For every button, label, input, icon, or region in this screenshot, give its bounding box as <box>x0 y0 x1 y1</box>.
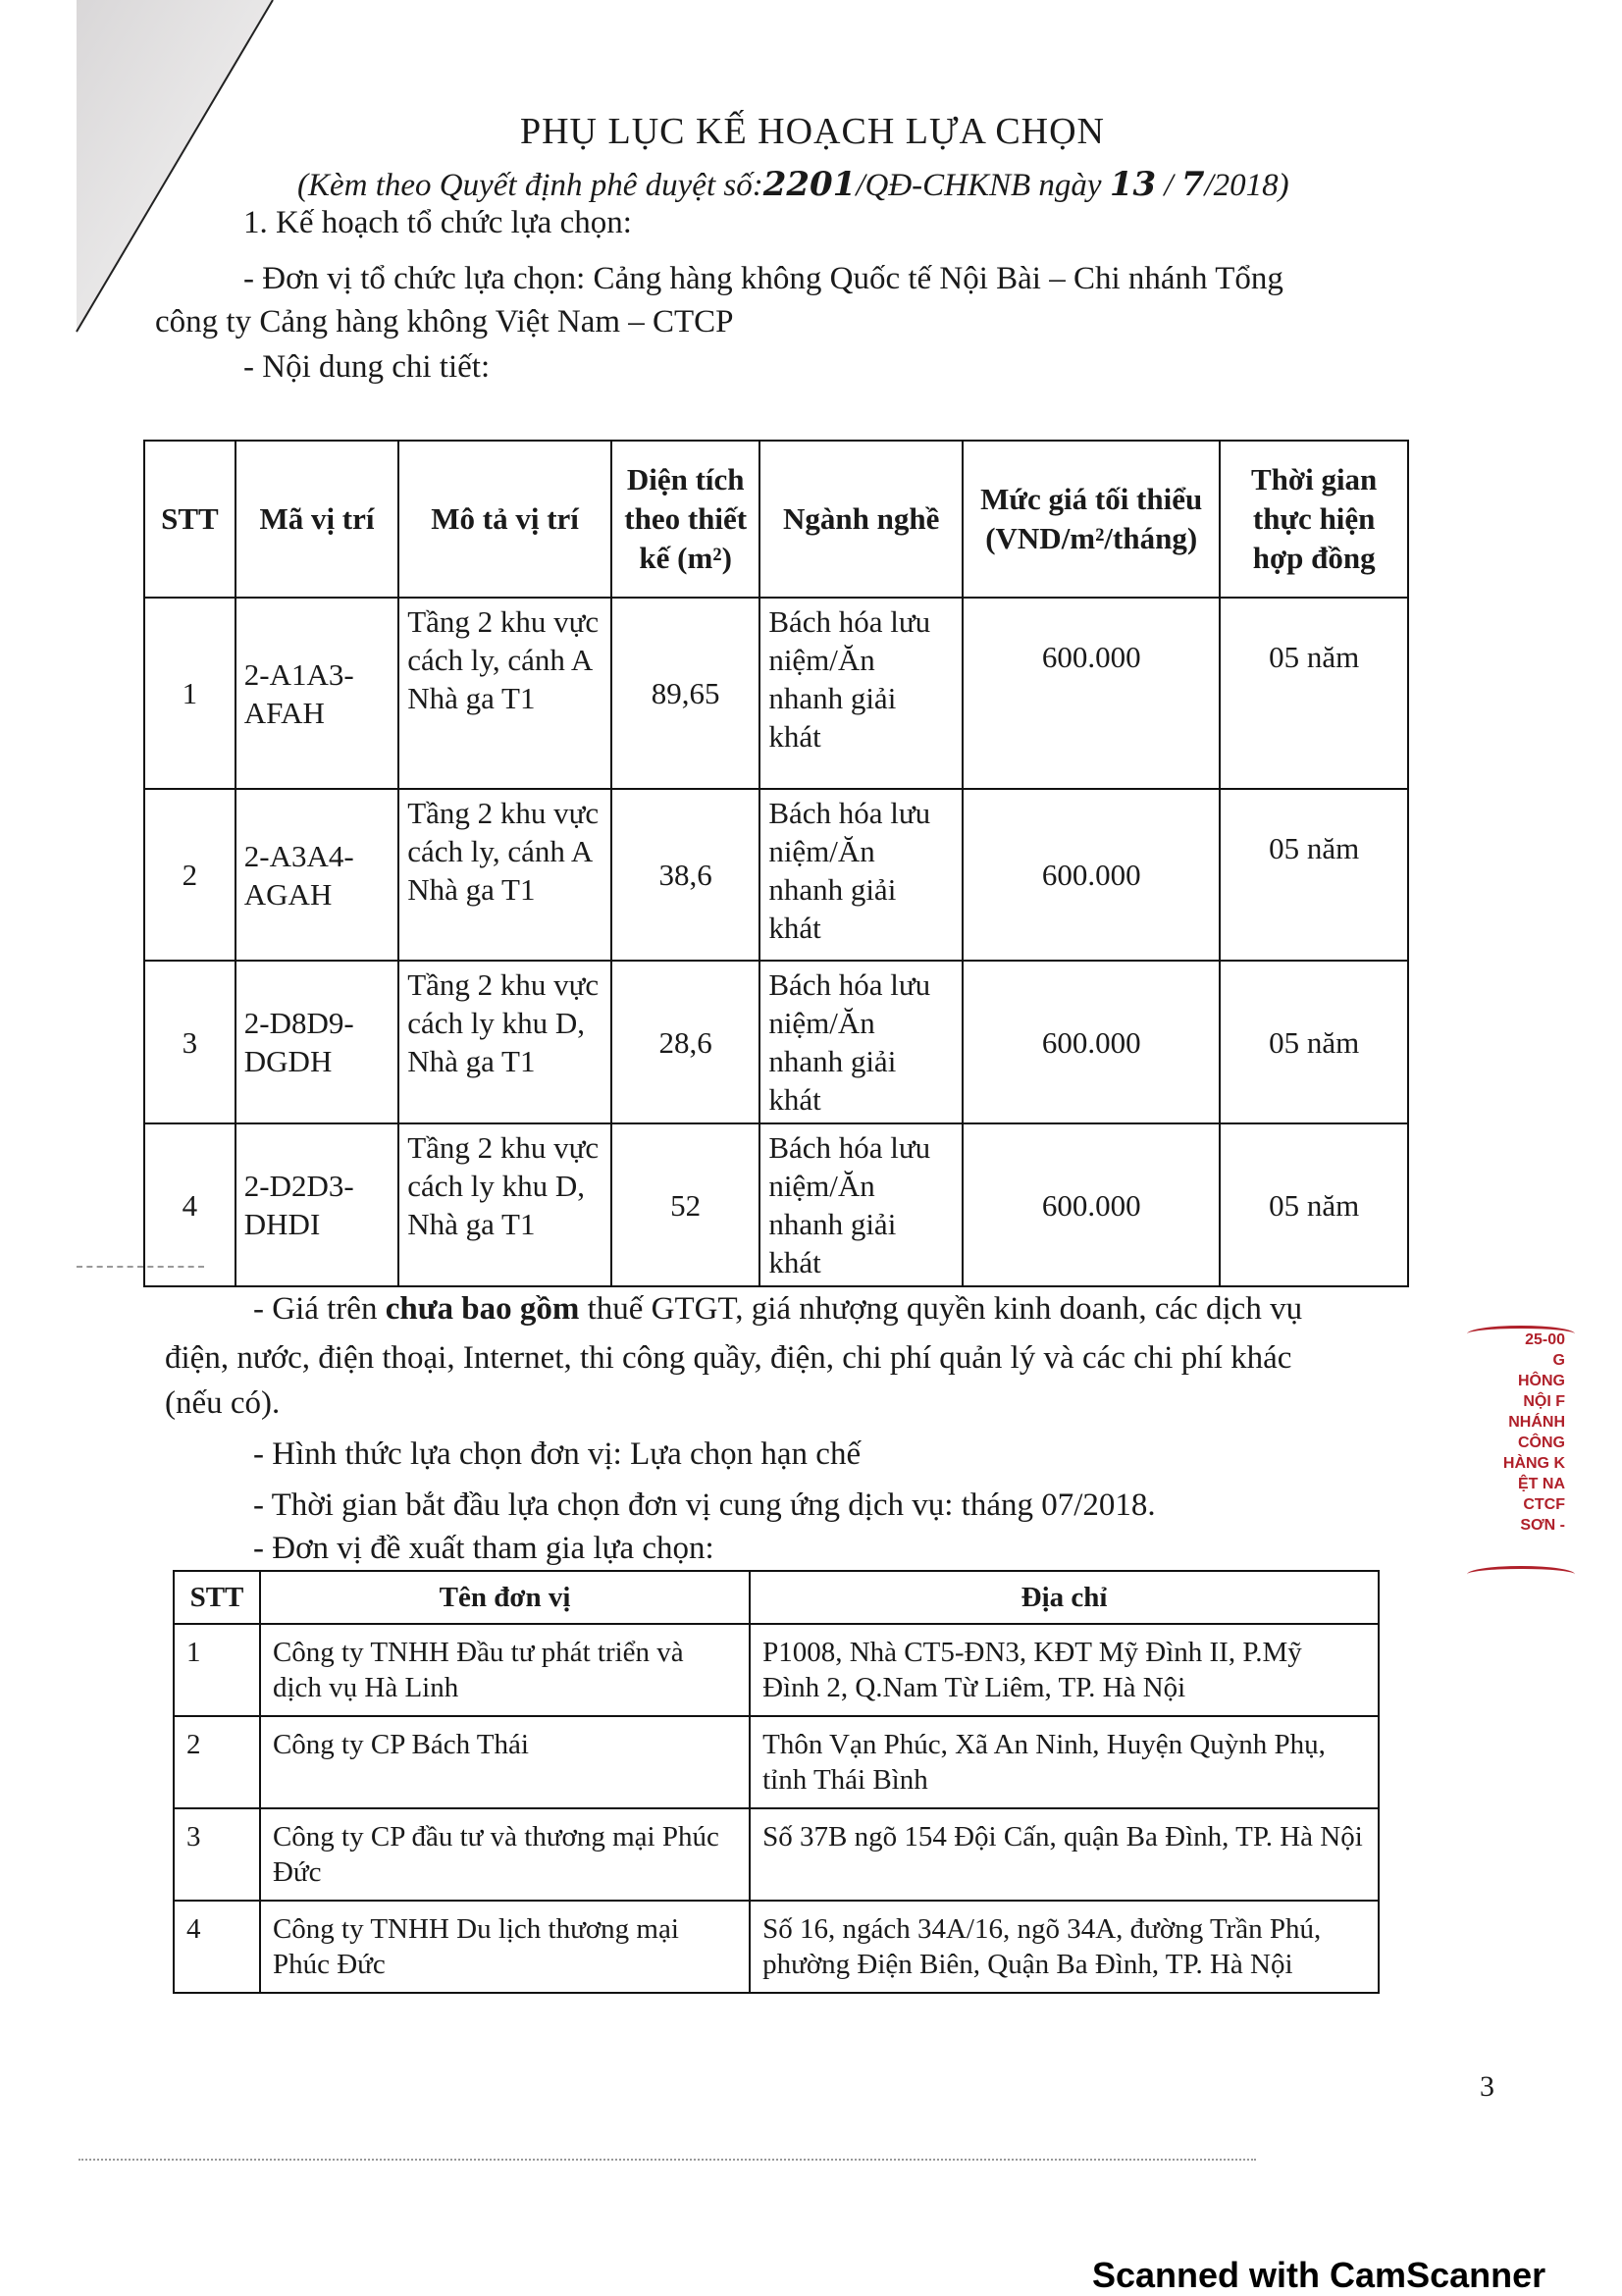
seal-text-line: CÔNG <box>1518 1435 1565 1451</box>
cell-area: 89,65 <box>611 598 759 789</box>
cell-description: Tầng 2 khu vực cách ly, cánh A Nhà ga T1 <box>398 789 611 961</box>
cell-min-price: 600.000 <box>963 961 1220 1123</box>
cell-min-price: 600.000 <box>963 1123 1220 1286</box>
subtitle-prefix: (Kèm theo Quyết định phê duyệt số: <box>297 168 763 203</box>
cell-code: 2-A1A3-AFAH <box>235 598 398 789</box>
cell-stt: 3 <box>174 1808 260 1901</box>
cell-duration: 05 năm <box>1220 789 1408 961</box>
header-duration: Thời gian thực hiện hợp đồng <box>1220 441 1408 598</box>
scan-artifact-line <box>78 2159 1256 2161</box>
cell-description: Tầng 2 khu vực cách ly, cánh A Nhà ga T1 <box>398 598 611 789</box>
header-stt: STT <box>174 1571 260 1624</box>
cell-stt: 3 <box>144 961 235 1123</box>
cell-name: Công ty CP Bách Thái <box>260 1716 750 1808</box>
cell-duration: 05 năm <box>1220 598 1408 789</box>
cell-industry: Bách hóa lưu niệm/Ăn nhanh giải khát <box>759 789 963 961</box>
cell-min-price: 600.000 <box>963 789 1220 961</box>
cell-area: 52 <box>611 1123 759 1286</box>
selection-method: - Hình thức lựa chọn đơn vị: Lựa chọn hạn chế <box>253 1436 862 1472</box>
document-title: PHỤ LỤC KẾ HOẠCH LỰA CHỌN <box>519 111 1105 152</box>
table-row <box>174 1624 1379 1716</box>
price-note-prefix: - Giá trên <box>253 1291 386 1327</box>
table-row <box>174 1808 1379 1901</box>
header-code: Mã vị trí <box>235 441 398 598</box>
cell-code: 2-A3A4-AGAH <box>235 789 398 961</box>
proposed-units-label: - Đơn vị đề xuất tham gia lựa chọn: <box>253 1531 714 1566</box>
table-row <box>174 1901 1379 1993</box>
price-note-bold: chưa bao gồm <box>385 1291 580 1327</box>
camscanner-footer: Scanned with CamScanner <box>1092 2255 1546 2295</box>
table-header-row <box>174 1571 1379 1624</box>
seal-arc <box>1467 1326 1575 1342</box>
cell-address: Số 16, ngách 34A/16, ngõ 34A, đường Trần Phú, phường Điện Biên, Quận Ba Đình, TP. Hà Nội <box>750 1901 1379 1993</box>
details-label: - Nội dung chi tiết: <box>243 349 491 385</box>
cell-duration: 05 năm <box>1220 1123 1408 1286</box>
section-1-heading: 1. Kế hoạch tổ chức lựa chọn: <box>243 205 632 240</box>
seal-text-line: G <box>1552 1352 1565 1369</box>
cell-code: 2-D2D3-DHDI <box>235 1123 398 1286</box>
header-area: Diện tích theo thiết kế (m²) <box>611 441 759 598</box>
page-number: 3 <box>1480 2070 1494 2103</box>
cell-name: Công ty CP đầu tư và thương mại Phúc Đức <box>260 1808 750 1901</box>
seal-text-line: HÔNG <box>1518 1373 1565 1389</box>
cell-description: Tầng 2 khu vực cách ly khu D, Nhà ga T1 <box>398 1123 611 1286</box>
seal-text-line: ỆT NA <box>1518 1476 1565 1492</box>
table-row <box>144 789 1408 961</box>
cell-industry: Bách hóa lưu niệm/Ăn nhanh giải khát <box>759 1123 963 1286</box>
start-time: - Thời gian bắt đầu lựa chọn đơn vị cung ứng dịch vụ: tháng 07/2018. <box>253 1487 1156 1523</box>
cell-name: Công ty TNHH Đầu tư phát triển và dịch vụ Hà Linh <box>260 1624 750 1716</box>
seal-text-line: NHÁNH <box>1508 1414 1565 1431</box>
cell-stt: 2 <box>174 1716 260 1808</box>
header-address: Địa chỉ <box>750 1571 1379 1624</box>
seal-text <box>1472 1330 1565 1536</box>
table-header-row <box>144 441 1408 598</box>
header-industry: Ngành nghề <box>759 441 963 598</box>
handwritten-decision-number: 2201 <box>762 165 857 204</box>
cell-stt: 4 <box>144 1123 235 1286</box>
price-note-line-1 <box>253 1287 1302 1331</box>
cell-stt: 4 <box>174 1901 260 1993</box>
price-note-rest: thuế GTGT, giá nhượng quyền kinh doanh, các dịch vụ <box>579 1291 1303 1327</box>
table-row <box>144 598 1408 789</box>
seal-text-line: 25-00 <box>1525 1331 1565 1348</box>
table-row <box>174 1716 1379 1808</box>
cell-address: Thôn Vạn Phúc, Xã An Ninh, Huyện Quỳnh Phụ, tỉnh Thái Bình <box>750 1716 1379 1808</box>
organizer-line-1: - Đơn vị tổ chức lựa chọn: Cảng hàng không Quốc tế Nội Bài – Chi nhánh Tổng <box>243 261 1283 296</box>
scan-artifact-line <box>77 1266 204 1268</box>
header-stt: STT <box>144 441 235 598</box>
document-page <box>77 0 1548 2178</box>
table-row <box>144 1123 1408 1286</box>
handwritten-day: 13 <box>1109 165 1157 204</box>
locations-table <box>143 440 1409 1287</box>
cell-stt: 1 <box>144 598 235 789</box>
seal-text-line: CTCF <box>1523 1496 1565 1513</box>
seal-text-line: SƠN - <box>1520 1517 1565 1534</box>
cell-code: 2-D8D9-DGDH <box>235 961 398 1123</box>
cell-duration: 05 năm <box>1220 961 1408 1123</box>
cell-min-price: 600.000 <box>963 598 1220 789</box>
header-description: Mô tả vị trí <box>398 441 611 598</box>
companies-table <box>173 1570 1380 1994</box>
cell-address: Số 37B ngõ 154 Đội Cấn, quận Ba Đình, TP. Hà Nội <box>750 1808 1379 1901</box>
document-subtitle: (Kèm theo Quyết định phê duyệt số:2201/QĐ-CHKNB ngày 13 / 7/2018) <box>297 165 1289 204</box>
cell-industry: Bách hóa lưu niệm/Ăn nhanh giải khát <box>759 961 963 1123</box>
price-note-line-2: điện, nước, điện thoại, Internet, thi công quầy, điện, chi phí quản lý và các chi phí khác <box>165 1340 1292 1376</box>
scan-margin <box>0 0 77 2295</box>
red-seal-stamp <box>1472 1330 1565 1575</box>
subtitle-suffix: /2018) <box>1204 168 1289 203</box>
header-min-price: Mức giá tối thiểu (VND/m²/tháng) <box>963 441 1220 598</box>
price-note-line-3: (nếu có). <box>165 1385 281 1421</box>
handwritten-month: 7 <box>1180 165 1205 204</box>
table-row <box>144 961 1408 1123</box>
cell-stt: 1 <box>174 1624 260 1716</box>
seal-arc <box>1467 1566 1575 1583</box>
cell-address: P1008, Nhà CT5-ĐN3, KĐT Mỹ Đình II, P.Mỹ Đình 2, Q.Nam Từ Liêm, TP. Hà Nội <box>750 1624 1379 1716</box>
cell-stt: 2 <box>144 789 235 961</box>
seal-text-line: NỘI F <box>1523 1393 1565 1410</box>
cell-description: Tầng 2 khu vực cách ly khu D, Nhà ga T1 <box>398 961 611 1123</box>
organizer-line-2: công ty Cảng hàng không Việt Nam – CTCP <box>155 304 734 339</box>
subtitle-middle: /QĐ-CHKNB ngày <box>856 168 1110 203</box>
cell-area: 28,6 <box>611 961 759 1123</box>
seal-text-line: HÀNG K <box>1502 1455 1565 1472</box>
cell-area: 38,6 <box>611 789 759 961</box>
cell-industry: Bách hóa lưu niệm/Ăn nhanh giải khát <box>759 598 963 789</box>
cell-name: Công ty TNHH Du lịch thương mại Phúc Đức <box>260 1901 750 1993</box>
header-name: Tên đơn vị <box>260 1571 750 1624</box>
